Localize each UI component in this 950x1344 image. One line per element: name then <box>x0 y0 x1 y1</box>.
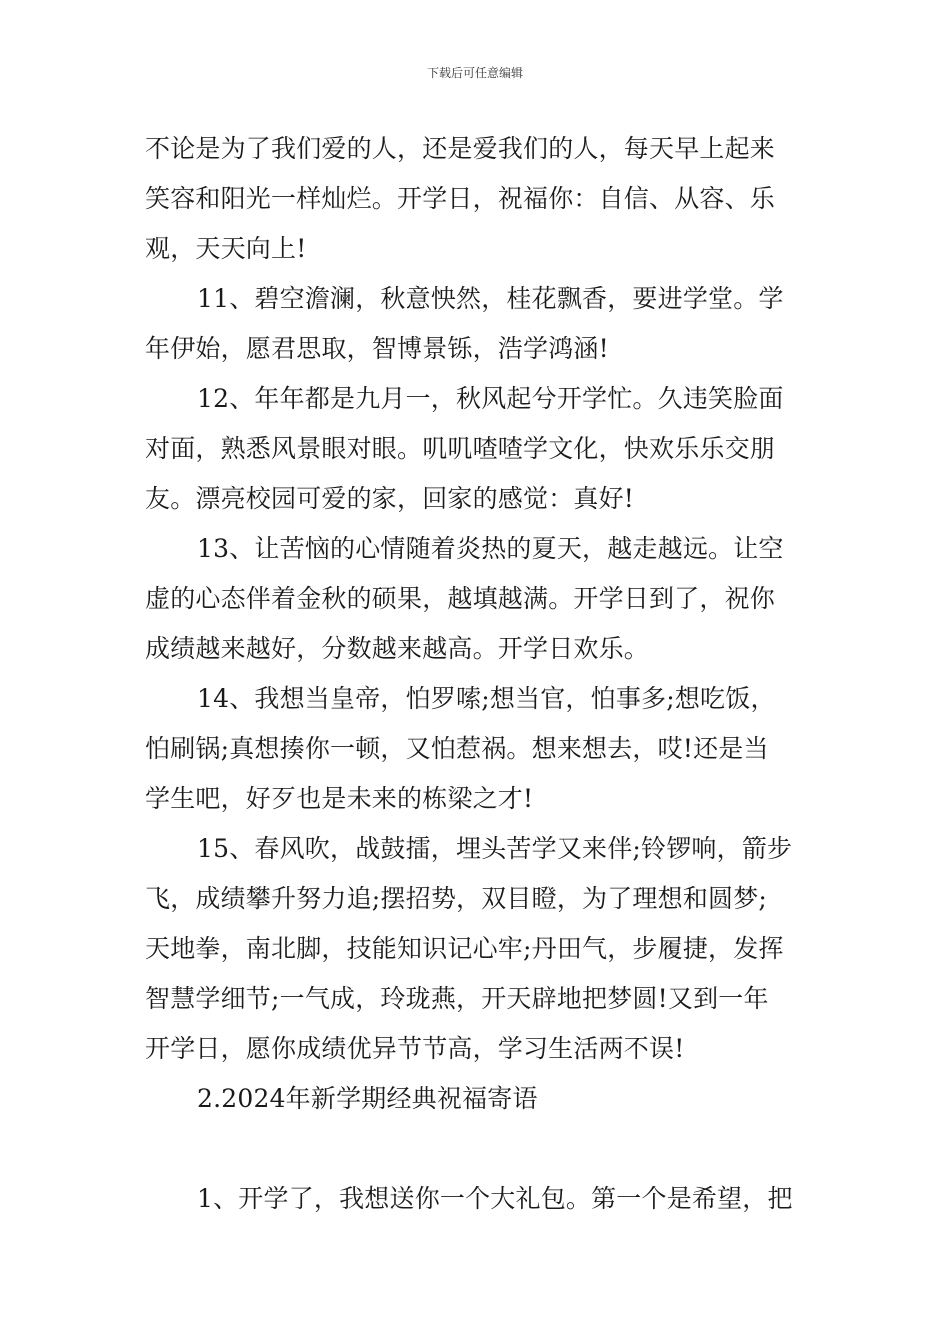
page-header: 下载后可任意编辑 <box>426 66 523 80</box>
text-line: 笑容和阳光一样灿烂。开学日，祝福你：自信、从容、乐 <box>145 184 776 213</box>
text-line: 开学日，愿你成绩优异节节高，学习生活两不误! <box>145 1034 685 1063</box>
section-heading: 2.2024年新学期经典祝福寄语 <box>197 1084 538 1113</box>
text-line: 观，天天向上! <box>145 234 307 263</box>
text-line: 天地拳，南北脚，技能知识记心牢;丹田气，步履捷，发挥 <box>145 934 784 963</box>
text-line: 智慧学细节;一气成，玲珑燕，开天辟地把梦圆!又到一年 <box>145 984 769 1013</box>
text-line: 13、让苦恼的心情随着炎热的夏天，越走越远。让空 <box>197 534 784 563</box>
text-line: 11、碧空澹澜，秋意怏然，桂花飘香，要进学堂。学 <box>197 284 784 313</box>
text-line: 怕刷锅;真想揍你一顿，又怕惹祸。想来想去，哎!还是当 <box>145 734 769 763</box>
text-line: 14、我想当皇帝，怕罗嗦;想当官，怕事多;想吃饭， <box>197 684 776 713</box>
text-line: 虚的心态伴着金秋的硕果，越填越满。开学日到了，祝你 <box>145 584 776 613</box>
text-line: 飞，成绩攀升努力追;摆招势，双目瞪，为了理想和圆梦; <box>145 884 768 913</box>
text-line: 学生吧，好歹也是未来的栋梁之才! <box>145 784 534 813</box>
text-line: 对面，熟悉风景眼对眼。叽叽喳喳学文化，快欢乐乐交朋 <box>145 434 776 463</box>
text-line: 不论是为了我们爱的人，还是爱我们的人，每天早上起来 <box>145 134 776 163</box>
text-line: 12、年年都是九月一，秋风起兮开学忙。久违笑脸面 <box>197 384 784 413</box>
text-line: 1、开学了，我想送你一个大礼包。第一个是希望，把 <box>197 1184 793 1213</box>
text-line: 年伊始，愿君思取，智博景铄，浩学鸿涵! <box>145 334 609 363</box>
text-line: 成绩越来越好，分数越来越高。开学日欢乐。 <box>145 634 650 663</box>
text-line: 15、春风吹，战鼓擂，埋头苦学又来伴;铃锣响，箭步 <box>197 834 793 863</box>
text-line: 友。漂亮校园可爱的家，回家的感觉：真好! <box>145 484 635 513</box>
